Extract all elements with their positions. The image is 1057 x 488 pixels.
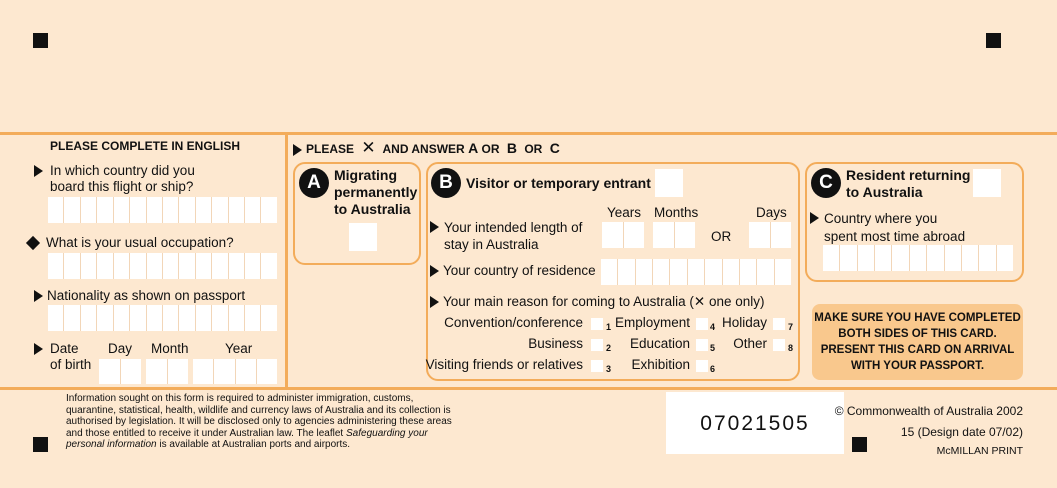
registration-mark-top-left [33,33,48,48]
notice-line4: WITH YOUR PASSPORT. [850,360,985,372]
reason-number-7: 7 [788,322,794,332]
dob-year-input[interactable] [193,359,277,384]
months-input[interactable] [653,222,695,248]
heading-and-answer: AND ANSWER [382,142,465,156]
heading-letter-a: A [468,140,479,156]
question-board-line1: In which country did you [50,163,195,178]
design-date: 15 (Design date 07/02) [900,425,1023,439]
reason-label-other: Other [733,336,767,351]
pointer-icon [34,343,43,355]
reason-checkbox-visiting[interactable] [591,360,603,372]
section-c-title [846,167,970,201]
section-a-title-line1: Migrating [334,167,397,183]
notice-line3: PRESENT THIS CARD ON ARRIVAL [820,344,1015,356]
pointer-icon [430,221,439,233]
question-occupation [28,235,234,250]
days-label: Days [756,205,787,220]
reason-checkbox-holiday[interactable] [773,318,785,330]
arrival-notice [812,304,1023,380]
pointer-icon [430,265,439,277]
reason-checkbox-convention[interactable] [591,318,603,330]
question-date-of-birth [34,341,91,373]
reason-label-exhibition: Exhibition [631,357,690,372]
section-a-title-line2: permanently [334,184,418,200]
top-divider [0,132,1057,135]
reason-question [430,294,764,310]
dob-month-label: Month [151,341,189,356]
reason-label-employment: Employment [614,315,690,330]
printer-name: McMILLAN PRINT [936,445,1023,457]
dob-day-label: Day [108,341,133,356]
reason-checkbox-business[interactable] [591,339,603,351]
reason-label-holiday: Holiday [721,315,767,330]
residence-input[interactable] [601,259,791,285]
section-c-title-line2: to Australia [846,184,923,200]
heading-please-answer [293,138,560,158]
pointer-icon [34,290,43,302]
reason-number-4: 4 [710,322,716,332]
section-c-badge: C [811,168,841,198]
heading-or-1: OR [481,142,500,156]
question-nationality-label: Nationality as shown on passport [47,288,246,303]
privacy-line2: quarantine, statistical, health, wildlife and currency laws of Australia and its collection is [66,404,451,416]
diamond-icon [26,236,40,250]
reason-checkbox-education[interactable] [696,339,708,351]
reason-number-3: 3 [606,364,612,374]
notice-line1: MAKE SURE YOU HAVE COMPLETED [814,312,1021,324]
pointer-icon [430,296,439,308]
residence-question [430,263,596,278]
question-board-line2: board this flight or ship? [50,179,194,194]
reason-label-education: Education [629,336,690,351]
residence-label: Your country of residence [443,263,596,278]
pointer-icon [810,212,819,224]
abroad-line2: spent most time abroad [824,229,966,244]
reason-number-8: 8 [788,343,794,353]
heading-complete-in-english: PLEASE COMPLETE IN ENGLISH [50,139,241,153]
stay-line1: Your intended length of [444,220,583,235]
privacy-notice [66,393,452,451]
abroad-country-input[interactable] [823,245,1013,271]
cross-mark-icon: ✕ [361,138,376,157]
column-divider [285,134,288,387]
serial-number-box [666,392,844,454]
dob-line2: of birth [50,357,92,372]
privacy-line5b: is available at Australian ports and airports. [156,439,351,450]
reason-label-convention: Convention/conference [444,315,583,330]
privacy-line4b: Safeguarding your [346,427,428,439]
abroad-question [810,210,965,246]
registration-mark-top-right [986,33,1001,48]
stay-length-question [430,219,582,253]
reason-label-visiting: Visiting friends or relatives [425,357,583,372]
bottom-divider [0,387,1057,390]
pointer-icon [34,165,43,177]
dob-day-input[interactable] [99,359,141,384]
section-b-checkbox[interactable] [655,169,683,197]
abroad-line1: Country where you [824,211,938,226]
occupation-input[interactable] [48,253,277,279]
board-country-input[interactable] [48,197,277,223]
reason-number-2: 2 [606,343,612,353]
heading-letter-c: C [549,140,560,156]
reason-label: Your main reason for coming to Australia (✕ one only) [443,294,765,309]
section-c-title-line1: Resident returning [846,167,971,183]
section-a-title-line3: to Australia [334,201,411,217]
heading-please: PLEASE [306,142,355,156]
dob-month-input[interactable] [146,359,188,384]
months-label: Months [654,205,699,220]
days-input[interactable] [749,222,791,248]
years-input[interactable] [602,222,644,248]
dob-line1: Date [50,341,79,356]
heading-letter-b: B [506,140,517,156]
stay-line2: stay in Australia [444,237,539,252]
privacy-line3: authorised by legislation. It will be disclosed only to agencies administering these areas [66,416,452,427]
question-occupation-label: What is your usual occupation? [46,235,234,250]
question-board-country [34,163,195,195]
section-a-title [334,167,417,218]
reason-number-6: 6 [710,364,716,374]
section-b-badge: B [431,168,461,198]
privacy-line1: Information sought on this form is required to administer immigration, customs, [66,393,414,404]
section-b-title: Visitor or temporary entrant [466,175,651,191]
nationality-input[interactable] [48,305,277,331]
reason-number-1: 1 [606,322,612,332]
notice-line2: BOTH SIDES OF THIS CARD. [838,328,997,340]
registration-mark-bottom-left [33,437,48,452]
privacy-line4a: and those entitled to receive it under Australian law. The leaflet [66,427,346,439]
years-label: Years [607,205,642,220]
dob-year-label: Year [225,341,253,356]
heading-or-2: OR [524,142,543,156]
copyright-notice: © Commonwealth of Australia 2002 [834,404,1023,418]
privacy-line5a: personal information [66,439,157,450]
reason-checkbox-exhibition[interactable] [696,360,708,372]
section-c-checkbox[interactable] [973,169,1001,197]
reason-checkbox-employment[interactable] [696,318,708,330]
section-a-checkbox[interactable] [349,223,377,251]
question-nationality [34,288,245,303]
reason-checkbox-other[interactable] [773,339,785,351]
reason-number-5: 5 [710,343,716,353]
or-label: OR [711,229,732,244]
pointer-icon [293,144,302,156]
serial-number: 07021505 [700,412,810,435]
section-a-badge: A [299,168,329,198]
reason-label-business: Business [528,336,583,351]
registration-mark-bottom-right [852,437,867,452]
